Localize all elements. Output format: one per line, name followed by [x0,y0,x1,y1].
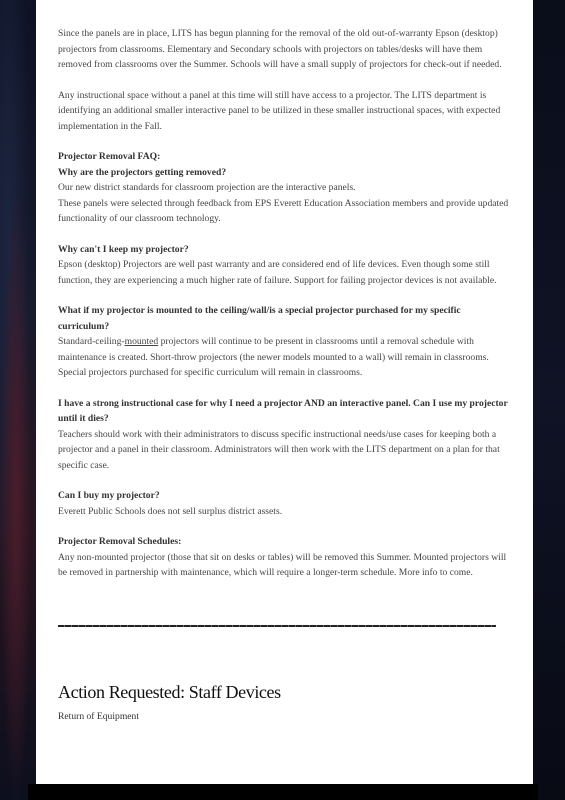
schedules-body: Any non-mounted projector (those that sit on desks or tables) will be removed this Summer. Mounted projectors will be removed in partnership with maintenance, which will require a longer-term schedule. More info to come. [58,551,507,578]
faq-question-1: Why are the projectors getting removed? [58,166,227,178]
faq-block-3 [58,303,509,381]
intro-text-1: Since the panels are in place, LITS has begun planning for the removal of the old out-of-warranty Epson (desktop) projectors from classrooms. Elementary and Secondary schools with projectors on tables/desks will have them removed from classrooms over the Summer. Schools will have a small supply of projectors for check-out if needed. [58,28,502,70]
faq-question-3: What if my projector is mounted to the ceiling/wall/is a special projector purchased for my specific curriculum? [58,305,461,332]
section-divider [58,625,496,627]
document-page [36,0,533,791]
faq-answer-3-post: projectors will continue to be present in classrooms until a removal schedule with maintenance is created. Short-throw projectors (the newer models mounted to a wall) will remain in classrooms. Special projectors purchased for specific curriculum will remain in classrooms. [58,336,489,378]
mounted-link[interactable]: mounted [124,336,159,347]
faq-block-1 [58,149,509,227]
faq-question-2: Why can't I keep my projector? [58,243,189,255]
intro-paragraph-2 [58,88,509,135]
faq-answer-5: Everett Public Schools does not sell surplus district assets. [58,505,283,517]
bottom-frame-bar [28,784,538,800]
faq-answer-3-pre: Standard-ceiling- [58,336,125,347]
schedules-block [58,534,509,581]
faq-block-4 [58,396,509,474]
intro-paragraph-1 [58,26,509,73]
faq-answer-1b: These panels were selected through feedback from EPS Everett Education Association members and provide updated functionality of our classroom technology. [58,197,509,224]
faq-question-4: I have a strong instructional case for why I need a projector AND an interactive panel. Can I use my projector until it dies? [58,397,508,424]
faq-block-5 [58,488,509,519]
faq-title: Projector Removal FAQ: [58,151,161,162]
faq-answer-4: Teachers should work with their administrators to discuss specific instructional needs/use cases for keeping both a projector and a panel in their classroom. Administrators will then work with the LITS department on a plan for that specific case. [58,428,500,471]
faq-question-5: Can I buy my projector? [58,490,160,501]
faq-answer-2: Epson (desktop) Projectors are well past warranty and are considered end of life devices. Even though some still function, they are experiencing a much higher rate of failure. Support for failing projector devices is not available. [58,259,497,286]
faq-answer-3 [58,334,509,381]
intro-text-2: Any instructional space without a panel at this time will still have access to a projector. The LITS department is identifying an additional smaller interactive panel to be utilized in these smaller instructional spaces, with expected implementation in the Fall. [58,89,501,132]
schedules-title: Projector Removal Schedules: [58,536,182,547]
faq-answer-1a: Our new district standards for classroom projection are the interactive panels. [58,182,356,193]
action-title: Action Requested: Staff Devices [58,681,281,702]
background-left [0,0,40,800]
faq-block-2 [58,242,509,289]
action-subtitle: Return of Equipment [58,710,139,722]
